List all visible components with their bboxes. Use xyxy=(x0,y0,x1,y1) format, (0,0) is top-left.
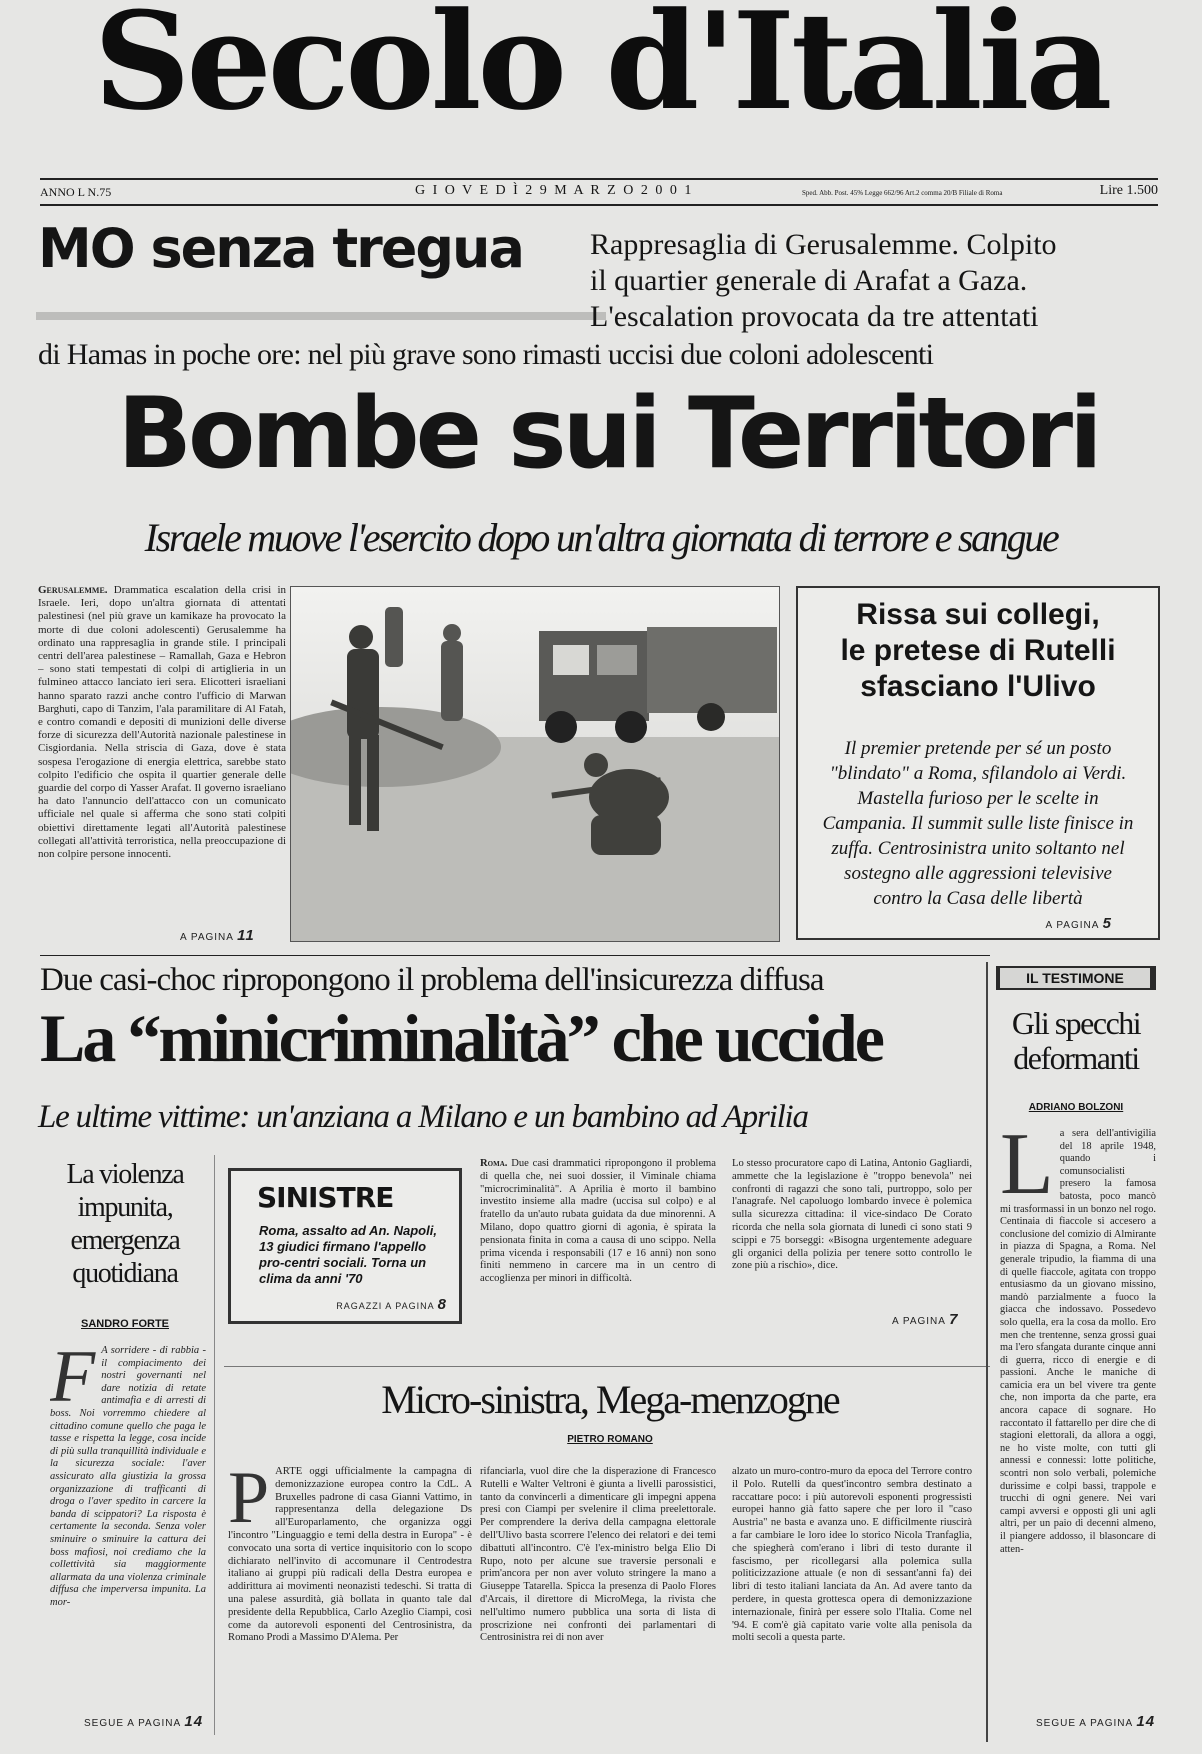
lead-ref-page: 11 xyxy=(237,927,255,944)
romano-col-1-text: ARTE oggi ufficialmente la campagna di demonizzazione europea contro la CdL. A Bruxelles padrone di casa Gianni Vattimo, in rappresentanza della delegazione Ds all'Europarlamento, che organizza oggi l'incontro "Linguaggio e temi della destra in Europa" - è convocato una sorta di vertice inquisitorio con lo scopo dichiarato nell'invito di accomunare il Centrodestra italiano ai gruppi più radicali della Destra europea e addirittura ai movimenti neonazisti tedeschi. Si tratta di una palese assurdità, già bollata in quanto tale dal presidente della Repubblica, Carlo Azeglio Ciampi, così come da autorevoli esponenti del Centrosinistra, da Romano Prodi a Massimo D'Alema. Per xyxy=(228,1466,472,1644)
crime-kicker: Due casi-choc ripropongono il problema dell'insicurezza diffusa xyxy=(40,962,824,998)
dateline-bar xyxy=(40,183,1158,203)
issue-number: ANNO L N.75 xyxy=(40,185,112,199)
crime-col-2: Lo stesso procuratore capo di Latina, Antonio Gagliardi, ammette che la legislazione è "troppo benevola" nei confronti di ragazzi che sono tali, purtroppo, solo per l'anagrafe. Nel capoluogo lombardo invece è polemica sulla sicurezza cittadina: il vice-sindaco De Corato ricorda che nella sola giornata di lunedì ci sono stati 9 scippi e 75 borseggi: «Bisogna urgentemente adeguare gli organici della polizia per tenere sotto controllo le zone più a rischio», dice. xyxy=(732,1158,972,1272)
forte-body xyxy=(50,1345,206,1705)
testimone-page-ref xyxy=(1036,1713,1155,1730)
ulivo-headline-3: sfasciano l'Ulivo xyxy=(860,670,1096,703)
lead-subhead: Israele muove l'esercito dopo un'altra giornata di terrore e sangue xyxy=(144,515,1058,560)
forte-body-text: A sorridere - di rabbia - il compiacimento dei nostri governanti nel dare notizia di retate antimafia e di arresti di boss. Noi vorremmo chiedere al cittadino comune quello che paga le tasse e rispetta la legge, cosa incide di più sulla tranquillità individuale e la sicurezza sociale: l'aver assicurato alla giustizia la grossa organizzazione di trafficanti di droga o l'aver spedito in carcere la banda di scippatori? La risposta è certamente la seconda. Senza voler sminuire o sminuire la cattura dei boss mafiosi, noi crediamo che la collettività sia maggiormente allarmata da una violenza criminale diffusa che imperversa impunita. La mor- xyxy=(50,1345,206,1608)
masthead-title: Secolo d'Italia xyxy=(93,0,1109,140)
lead-kicker-line-3: L'escalation provocata da tre attentati xyxy=(590,300,1039,333)
issue-date: G I O V E D Ì 2 9 M A R Z O 2 0 0 1 xyxy=(415,183,694,198)
romano-col-3: alzato un muro-contro-muro da epoca del Terrore contro il Polo. Rutelli da quest'incontro sembra destinato a raccattare poco: i più autorevoli esponenti progressisti europei hanno già fatto sapere che per loro il "caso Austria" ne basta e avanza uno. E difficilmente riuscirà a far cambiare le loro idee lo storico Nicola Tranfaglia, che spiegherà com'erano i libri di testo durante il fascismo, per ricollegarsi alla polemica sulla politicizzazione attuale (e non di sessant'anni fa) dei libri di testo italiani lanciata da An. Ad avere tanto da perdere, in questa grottesca opera di demonizzazione internazionale, finirà per essere solo l'Italia. Come nel '94. E com'è già capitato varie volte alla penisola da molti secoli a questa parte. xyxy=(732,1466,972,1644)
testimone-body-text: a sera dell'antivigilia del 18 aprile 1948, quando i comunsocialisti presero la famosa batosta, poco mancò mi trasformassi in un bonzo nel rogo. Centinaia di fiaccole si accesero a conclusione del comizio di Almirante in piazza di Spagna, a Roma. Nel generale tripudio, la fiamma di una di quelle fiaccole, agitata con troppo entusiasmo da un giovano missino, mandò parzialmente a fuoco la giacca che indossavo. Possedevo solo quella, era la cosa da mollo. Ero men che trentenne, senza grossi guai ma l'ero sfangata durante cinque anni di guerra, ricco di energie e di passioni. Anche le maniche di camicia era un bel vivere tra gente che, non importa da che parte, era ancora capace di sognare. Ho raccontato il fattarello per dire che di stagioni elettorali, da allora a oggi, ne ho viste molte, con tutti gli annessi e connessi: lotte politiche, scontri non solo verbali, polemiche durissime e colpi bassi, trappole e trucchi di ogni genere. Nei vari campi avversi e opposti gli uni agli altri, per un paio di decenni almeno, il piangere addosso, il blasoncare di atten- xyxy=(1000,1128,1156,1555)
romano-col-2: rifanciarla, vuol dire che la disperazione di Francesco Rutelli e Walter Veltroni è giunta a livelli parossistici, tanto da convincerli a dimenticare gli impegni appena presi con Ciampi per svelenire il clima preelettorale. Per comprendere la deriva della campagna elettorale dell'Ulivo basta scorrere l'elenco dei relatori e dei temi dibattuti all'incontro. C'è l'ex-ministro belga Elio Di Rupo, noto per alcune sue traversie personali e prim'ancora per non aver voluto stringere la mano a Giuseppe Tatarella. Spicca la presenza di Paolo Flores d'Arcais, il direttore di MicroMega, la rivista che nell'ultimo numero pubblica una sorta di lista di proscrizione nei confronti dei parlamentari di Centrosinistra rei di non aver xyxy=(480,1466,716,1644)
sinistre-title: SINISTRE xyxy=(257,1181,394,1214)
crime-col-1 xyxy=(480,1158,716,1326)
testimone-ref-page: 14 xyxy=(1136,1713,1156,1730)
ulivo-headline-1: Rissa sui collegi, xyxy=(856,598,1100,631)
forte-dropcap: F xyxy=(50,1345,96,1418)
ulivo-page-ref xyxy=(1045,915,1112,932)
lead-photo xyxy=(290,586,780,942)
testimone-author: ADRIANO BOLZONI xyxy=(1028,1102,1124,1113)
lead-kicker-line-4: di Hamas in poche ore: nel più grave sono rimasti uccisi due coloni adolescenti xyxy=(38,338,934,371)
testimone-ref-label: SEGUE A PAGINA xyxy=(1036,1718,1133,1729)
ulivo-body: Il premier pretende per sé un posto "blindato" a Roma, sfilandolo ai Verdi. Mastella furioso per le scelte in Campania. Il summit sulle liste finisce in zuffa. Centrosinistra unito soltanto nel sostegno alle aggressioni televisive contro la Casa delle libertà xyxy=(822,738,1134,909)
testimone-divider xyxy=(986,962,988,1742)
lead-body xyxy=(38,584,286,929)
crime-ref-page: 7 xyxy=(949,1311,959,1328)
sinistre-text: Roma, assalto ad An. Napoli, 13 giudici firmano l'appello pro-centri sociali. Torna un clima da anni '70 xyxy=(259,1223,437,1286)
sinistre-box xyxy=(228,1168,462,1324)
lead-body-text: Drammatica escalation della crisi in Israele. Ieri, dopo un'altra giornata di attentati palestinesi (nel più grave un kamikaze ha provocato la morte di due coloni adolescenti) Gerusalemme ha ordinato una rappresaglia in grande stile. I principali centri dell'area palestinese – Ramallah, Gaza e Hebron – sono stati tempestati di colpi di artiglieria in un fulmineo attacco lanciato ieri sera. Elicotteri israeliani hanno sparato razzi anche contro l'ufficio di Marwan Barghuti, capo di Tanzim, l'ala paramilitare di Al Fatah, e contro comandi e depositi di munizioni delle diverse forze di sicurezza dell'Autorità nazionale palestinese in Cisgiordania. Nella striscia di Gaza, dove è stata sospesa l'erogazione di energia elettrica, sarebbe stato colpito l'edificio che ospita il quartier generale delle guardie del corpo di Yasser Arafat. Il governo israeliano ha dato l'annuncio dell'attacco con un comunicato ufficiale nel quale si afferma che sono stati colpiti obiettivi direttamente legati all'Autorità palestinese collegati all'attività terroristica, nella preoccupazione di non colpire persone innocenti. xyxy=(38,584,286,861)
ulivo-ref-page: 5 xyxy=(1102,915,1112,932)
ulivo-box xyxy=(796,586,1160,940)
romano-rule xyxy=(224,1366,990,1367)
crime-col-1-text: Due casi drammatici ripropongono il problema di quella che, nei suoi dossier, il Viminale chiama "microcriminalità". A Aprilia è morto il bambino investito insieme alla madre (uccisa sul colpo) e al fratello da un'auto rubata guidata da due minorenni. A Milano, dopo quattro giorni di agonia, è spirata la pensionata finita in coma a causa di uno scippo. Nella prima vicenda i responsabili (17 e 16 anni) non sono finiti nemmeno in carcere ma in un centro di accoglienza per minori in difficoltà. xyxy=(480,1158,716,1285)
forte-ref-page: 14 xyxy=(184,1713,204,1730)
romano-author: PIETRO ROMANO xyxy=(567,1434,653,1445)
forte-headline: La violenza impunita, emergenza quotidiana xyxy=(66,1159,184,1289)
sinistre-ref-label: RAGAZZI A PAGINA xyxy=(336,1301,435,1311)
lead-dateline-city: Gerusalemme. xyxy=(38,584,108,596)
lead-kicker-line-2: il quartier generale di Arafat a Gaza. xyxy=(590,264,1028,297)
romano-col-1 xyxy=(228,1466,472,1740)
crime-page-ref xyxy=(892,1311,959,1328)
crime-subhead: Le ultime vittime: un'anziana a Milano e un bambino ad Aprilia xyxy=(38,1099,808,1135)
ulivo-headline-2: le pretese di Rutelli xyxy=(840,634,1116,667)
lead-page-ref xyxy=(180,927,255,944)
soldiers-photo-illustration xyxy=(291,587,779,941)
forte-page-ref xyxy=(84,1713,203,1730)
crime-dateline-city: Roma. xyxy=(480,1158,508,1169)
lead-headline: Bombe sui Territori xyxy=(117,377,1099,491)
testimone-headline: Gli specchi deformanti xyxy=(1011,1005,1141,1076)
testimone-body xyxy=(1000,1128,1156,1706)
romano-headline: Micro-sinistra, Mega-menzogne xyxy=(381,1377,839,1422)
lead-ref-label: A PAGINA xyxy=(180,932,234,943)
lead-kicker-line-1: Rappresaglia di Gerusalemme. Colpito xyxy=(590,228,1057,261)
crime-headline: La “minicriminalità” che uccide xyxy=(40,1000,882,1076)
forte-ref-label: SEGUE A PAGINA xyxy=(84,1718,181,1729)
postal-note: Sped. Abb. Post. 45% Legge 662/96 Art.2 comma 20/B Filiale di Roma xyxy=(802,189,1003,197)
masthead-rule-top xyxy=(40,178,1158,180)
section-rule xyxy=(40,955,990,956)
testimone-dropcap: L xyxy=(1000,1128,1054,1213)
romano-dropcap: P xyxy=(228,1466,270,1539)
ulivo-ref-label: A PAGINA xyxy=(1045,920,1099,931)
issue-price: Lire 1.500 xyxy=(1099,183,1158,198)
sinistre-page-ref xyxy=(336,1296,447,1313)
testimone-label: IL TESTIMONE xyxy=(1000,968,1150,988)
forte-author: SANDRO FORTE xyxy=(81,1318,169,1330)
masthead-rule-bottom xyxy=(40,204,1158,206)
lead-kicker-underline xyxy=(36,312,606,320)
sinistre-ref-page: 8 xyxy=(437,1296,447,1313)
forte-divider xyxy=(214,1155,215,1735)
lead-kicker-bold: MO senza tregua xyxy=(38,217,523,280)
crime-ref-label: A PAGINA xyxy=(892,1316,946,1327)
